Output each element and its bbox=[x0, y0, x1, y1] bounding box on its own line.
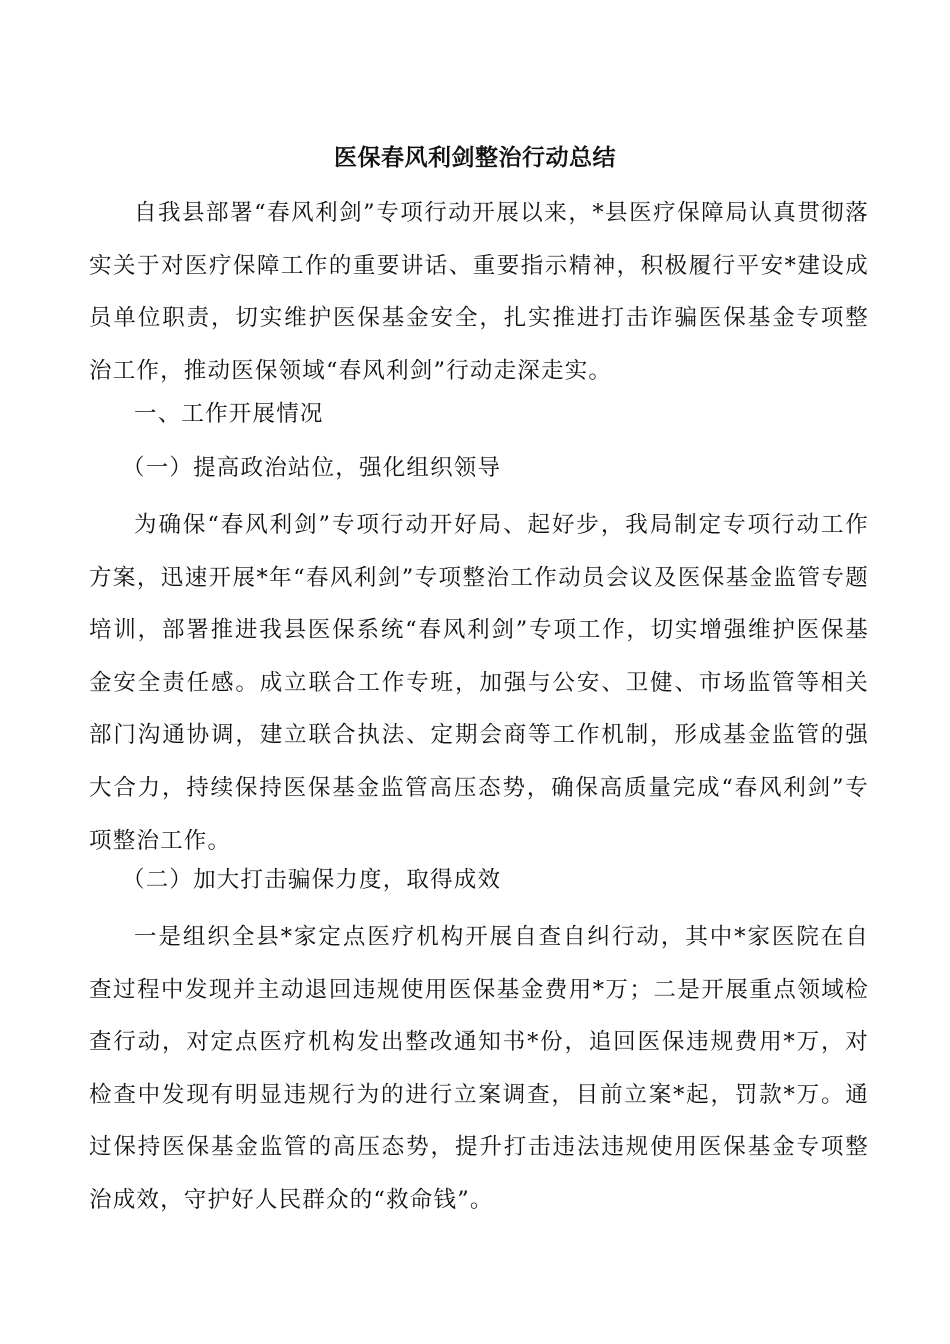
intro-paragraph: 自我县部署“春风利剑”专项行动开展以来，*县医疗保障局认真贯彻落实关于对医疗保障工作的重要讲话、重要指示精神，积极履行平安*建设成员单位职责，切实维护医保基金安全，扎实推进打击诈骗医保基金专项整治工作，推动医保领域“春风利剑”行动走深走实。 bbox=[89, 200, 869, 384]
subsection-heading-organization: （一）提高政治站位，强化组织领导 bbox=[122, 455, 502, 481]
section-heading-work-progress: 一、工作开展情况 bbox=[134, 401, 324, 427]
subsection-heading-crackdown: （二）加大打击骗保力度，取得成效 bbox=[122, 867, 502, 893]
subsection-body-crackdown: 一是组织全县*家定点医疗机构开展自查自纠行动，其中*家医院在自查过程中发现并主动退回违规使用医保基金费用*万；二是开展重点领域检查行动，对定点医疗机构发出整改通知书*份，追回医保违规费用*万，对检查中发现有明显违规行为的进行立案调查，目前立案*起，罚款*万。通过保持医保基金监管的高压态势，提升打击违法违规使用医保基金专项整治成效，守护好人民群众的“救命钱”。 bbox=[89, 924, 869, 1213]
document-title: 医保春风利剑整治行动总结 bbox=[334, 144, 616, 171]
subsection-body-organization: 为确保“春风利剑”专项行动开好局、起好步，我局制定专项行动工作方案，迅速开展*年“春风利剑”专项整治工作动员会议及医保基金监管专题培训，部署推进我县医保系统“春风利剑”专项工作，切实增强维护医保基金安全责任感。成立联合工作专班，加强与公安、卫健、市场监管等相关部门沟通协调，建立联合执法、定期会商等工作机制，形成基金监管的强大合力，持续保持医保基金监管高压态势，确保高质量完成“春风利剑”专项整治工作。 bbox=[89, 512, 869, 854]
